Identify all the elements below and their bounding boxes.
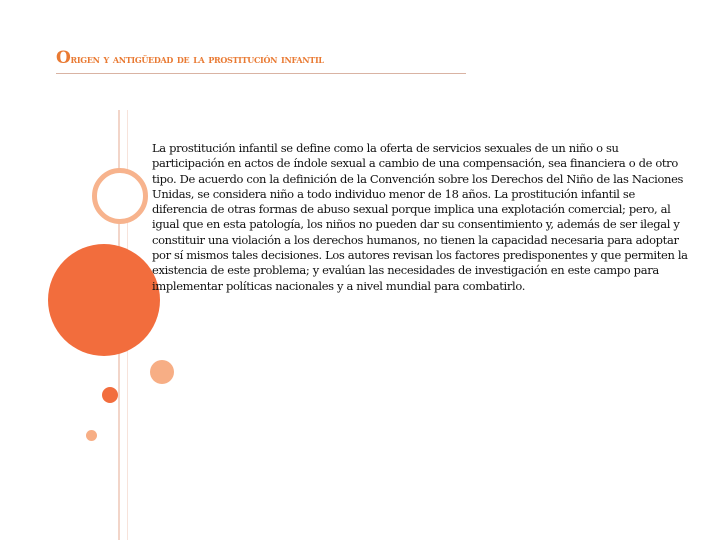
decorative-small-circle [102, 387, 118, 403]
slide-title [56, 48, 324, 68]
title-rest: rigen y antigüedad de la prostitución infantil [70, 52, 324, 66]
decorative-large-circle [48, 244, 160, 356]
slide-body-text: La prostitución infantil se define como la oferta de servicios sexuales de un niño o su participación en actos de índole sexual a cambio de una compensación, sea financiera o de otro tipo. De acuerdo con la definición de la Convención sobre los Derechos del Niño de las Naciones Unidas, se considera niño a todo individuo menor de 18 años. La prostitución infantil se diferencia de otras formas de abuso sexual porque implica una explotación comercial; pero, al igual que en esta patología, los niños no pueden dar su consentimiento y, además de ser ilegal y constituir una violación a los derechos humanos, no tienen la capacidad necesaria para adoptar por sí mismos tales decisiones. Los autores revisan los factores predisponentes y que permiten la existencia de este problema; y evalúan las necesidades de investigación en este campo para implementar políticas nacionales y a nivel mundial para combatirlo. [152, 141, 688, 293]
decorative-ring-circle [92, 168, 148, 224]
decorative-tiny-circle [86, 430, 97, 441]
title-underline [56, 73, 466, 74]
decorative-small-circle [150, 360, 174, 384]
title-initial: O [56, 48, 71, 68]
